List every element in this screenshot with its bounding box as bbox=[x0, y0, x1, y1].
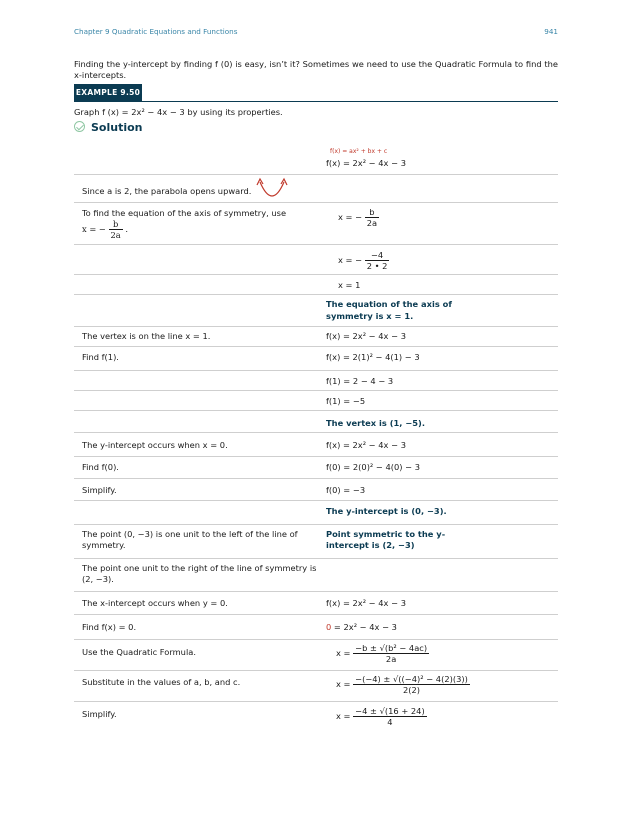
axis-right-b: b bbox=[365, 207, 379, 218]
axis-formula: x = − $\frac{b}{2a}$ . bbox=[82, 219, 129, 240]
divider bbox=[74, 591, 558, 592]
find-f0: Find f(0). bbox=[82, 462, 119, 472]
divider bbox=[74, 410, 558, 411]
f1-step: f(1) = 2 − 4 − 3 bbox=[326, 376, 394, 386]
function-repeat-3: f(x) = 2x² − 4x − 3 bbox=[326, 598, 406, 608]
axis-result: The equation of the axis of symmetry is x = 1. bbox=[326, 299, 452, 321]
f0-substitution: f(0) = 2(0)² − 4(0) − 3 bbox=[326, 462, 421, 472]
divider bbox=[74, 701, 558, 702]
page-number: 941 bbox=[544, 27, 558, 36]
axis-instruction: To find the equation of the axis of symmetry, use bbox=[82, 208, 287, 218]
f1-substitution: f(x) = 2(1)² − 4(1) − 3 bbox=[326, 352, 420, 362]
chapter-header: Chapter 9 Quadratic Equations and Functions bbox=[74, 27, 238, 36]
axis-x-equals-1: x = 1 bbox=[338, 280, 361, 290]
qf-lhs: x = bbox=[336, 648, 351, 658]
f1-result: f(1) = −5 bbox=[326, 396, 366, 406]
sub-num: −(−4) ± √((−4)² − 4(2)(3)) bbox=[355, 674, 468, 684]
vertex-result: The vertex is (1, −5). bbox=[326, 418, 425, 428]
axis-b: b bbox=[109, 219, 123, 230]
function-def: f(x) = 2x² − 4x − 3 bbox=[326, 158, 406, 168]
divider bbox=[74, 294, 558, 295]
qf-den: 2a bbox=[385, 654, 397, 664]
divider bbox=[74, 558, 558, 559]
simp-fraction bbox=[353, 706, 427, 727]
vertex-on-line: The vertex is on the line x = 1. bbox=[82, 331, 211, 341]
qf-fraction bbox=[353, 643, 429, 664]
axis-2a: 2a bbox=[110, 230, 121, 240]
simplify-label: Simplify. bbox=[82, 485, 117, 495]
general-form: f(x) = ax² + bx + c bbox=[330, 148, 388, 155]
fx0-equation bbox=[326, 622, 397, 633]
example-bar bbox=[74, 84, 558, 102]
example-label: EXAMPLE 9.50 bbox=[74, 84, 142, 102]
divider bbox=[74, 614, 558, 615]
axis-sub-num: −4 bbox=[365, 250, 390, 261]
simp-den: 4 bbox=[387, 717, 393, 727]
solution-label: Solution bbox=[91, 121, 143, 134]
axis-sub-fraction bbox=[365, 250, 390, 271]
divider bbox=[74, 456, 558, 457]
divider bbox=[74, 274, 558, 275]
solution-heading bbox=[74, 121, 143, 135]
axis-formula-lhs: x = − bbox=[82, 224, 106, 234]
sub-fraction bbox=[353, 674, 470, 695]
x-intercept-when: The x-intercept occurs when y = 0. bbox=[82, 598, 228, 608]
sub-den: 2(2) bbox=[402, 685, 420, 695]
opens-upward: Since a is 2, the parabola opens upward. bbox=[82, 186, 252, 196]
fx0-rest: = 2x² − 4x − 3 bbox=[331, 622, 397, 632]
simp-num: −4 ± √(16 + 24) bbox=[355, 706, 425, 716]
axis-formula-right bbox=[338, 207, 379, 228]
divider bbox=[74, 326, 558, 327]
divider bbox=[74, 639, 558, 640]
intro-paragraph: Finding the y-intercept by finding f (0) is easy, isn’t it? Sometimes we need to use the Quadratic Formula to find the x-intercepts. bbox=[74, 59, 558, 80]
quadratic-formula bbox=[336, 643, 429, 664]
find-f1: Find f(1). bbox=[82, 352, 119, 362]
axis-sub-lhs: x = − bbox=[338, 255, 363, 265]
point-symmetric-result: Point symmetric to the y-intercept is (2, −3) bbox=[326, 529, 446, 550]
point-right: The point one unit to the right of the line of symmetry is (2, −3). bbox=[82, 563, 317, 584]
use-quadratic-formula: Use the Quadratic Formula. bbox=[82, 647, 196, 657]
axis-right-2a: 2a bbox=[366, 218, 378, 228]
function-repeat: f(x) = 2x² − 4x − 3 bbox=[326, 331, 406, 341]
axis-sub-den: 2 • 2 bbox=[366, 261, 388, 271]
divider bbox=[74, 370, 558, 371]
point-left: The point (0, −3) is one unit to the left of the line of symmetry. bbox=[82, 529, 298, 550]
divider bbox=[74, 432, 558, 433]
divider bbox=[74, 478, 558, 479]
sub-lhs: x = bbox=[336, 679, 351, 689]
axis-formula-right-lhs: x = − bbox=[338, 212, 363, 222]
simplified-formula bbox=[336, 706, 427, 727]
function-repeat-2: f(x) = 2x² − 4x − 3 bbox=[326, 440, 406, 450]
find-fx0: Find f(x) = 0. bbox=[82, 622, 137, 632]
axis-substituted bbox=[338, 250, 389, 271]
qf-num: −b ± √(b² − 4ac) bbox=[355, 643, 428, 653]
divider bbox=[74, 202, 558, 203]
divider bbox=[74, 390, 558, 391]
zero-value: 0 bbox=[326, 622, 332, 632]
y-intercept-result: The y-intercept is (0, −3). bbox=[326, 506, 447, 516]
divider bbox=[74, 244, 558, 245]
divider bbox=[74, 346, 558, 347]
check-circle-icon bbox=[74, 121, 85, 132]
divider bbox=[74, 524, 558, 525]
simp-lhs: x = bbox=[336, 711, 351, 721]
substituted-formula bbox=[336, 674, 470, 695]
y-intercept-when: The y-intercept occurs when x = 0. bbox=[82, 440, 228, 450]
axis-formula-right-fraction bbox=[365, 207, 379, 228]
simplify-label-2: Simplify. bbox=[82, 709, 117, 719]
divider bbox=[74, 174, 558, 175]
f0-result: f(0) = −3 bbox=[326, 485, 366, 495]
example-task: Graph f (x) = 2x² − 4x − 3 by using its properties. bbox=[74, 107, 283, 117]
divider bbox=[74, 670, 558, 671]
substitute-values: Substitute in the values of a, b, and c. bbox=[82, 677, 241, 687]
divider bbox=[74, 500, 558, 501]
upward-parabola-icon bbox=[256, 176, 288, 200]
axis-formula-fraction bbox=[109, 219, 123, 240]
